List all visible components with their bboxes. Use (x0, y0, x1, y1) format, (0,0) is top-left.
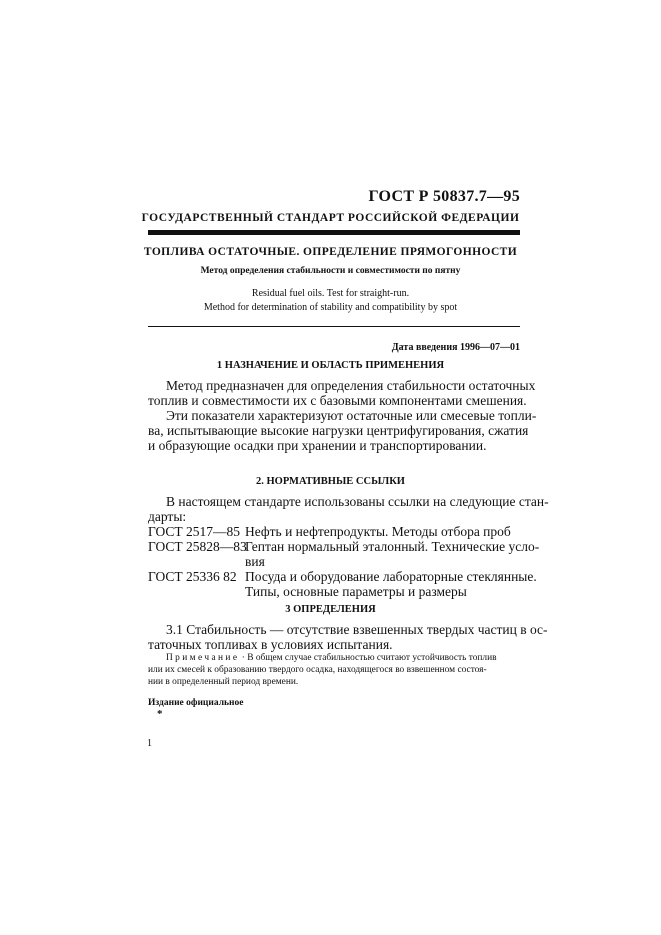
reference-code: ГОСТ 25336 82 (148, 569, 237, 584)
reference-code: ГОСТ 2517—85 (148, 524, 241, 539)
paragraph-line: В настоящем стандарте использованы ссылки на следующие стан- (166, 494, 549, 509)
paragraph-line: Метод предназначен для определения стабильности остаточных (166, 378, 536, 393)
document-code: ГОСТ Р 50837.7—95 (368, 188, 520, 205)
paragraph-line: дарты: (148, 509, 187, 524)
note-label: Примечание (166, 653, 240, 663)
paragraph-line: ва, испытывающие высокие нагрузки центрифугирования, сжатия (148, 423, 529, 438)
official-edition-label: Издание официальное (148, 698, 244, 708)
definition-line: таточных топливах в условиях испытания. (148, 637, 393, 652)
reference-code: ГОСТ 25828—83 (148, 539, 247, 554)
reference-title: Посуда и оборудование лабораторные стеклянные. (245, 569, 537, 584)
reference-title: Гептан нормальный эталонный. Технические усло- (245, 539, 540, 554)
method-subtitle: Метод определения стабильности и совместимости по пятну (200, 266, 461, 276)
paragraph-line: и образующие осадки при хранении и транспортировании. (148, 438, 487, 453)
paragraph-line: Эти показатели характеризуют остаточные или смесевые топли- (166, 408, 537, 423)
english-title-line: Method for determination of stability and compatibility by spot (203, 302, 458, 313)
english-title-line: Residual fuel oils. Test for straight-run. (251, 288, 410, 299)
reference-title-continued: вия (245, 554, 265, 569)
standard-title: ГОСУДАРСТВЕННЫЙ СТАНДАРТ РОССИЙСКОЙ ФЕДЕРАЦИИ (141, 212, 520, 224)
asterisk-mark: * (157, 708, 163, 720)
document-title: ТОПЛИВА ОСТАТОЧНЫЕ. ОПРЕДЕЛЕНИЕ ПРЯМОГОННОСТИ (143, 246, 518, 258)
note-line: или их смесей к образованию твердого осадка, находящегося во взвешенном состоя- (148, 665, 487, 675)
introduction-date: Дата введения 1996—07—01 (391, 342, 520, 353)
note-line: нии в определенный период времени. (148, 677, 299, 687)
section-heading: 1 НАЗНАЧЕНИЕ И ОБЛАСТЬ ПРИМЕНЕНИЯ (216, 360, 445, 371)
thin-rule (148, 326, 520, 327)
definition-line: 3.1 Стабильность — отсутствие взвешенных твердых частиц в ос- (166, 622, 548, 637)
thick-rule (148, 230, 520, 235)
section-heading: 3 ОПРЕДЕЛЕНИЯ (285, 604, 376, 615)
paragraph-line: топлив и совместимости их с базовыми компонентами смешения. (148, 393, 527, 408)
note-line: Примечание · В общем случае стабильностью считают устойчивость топлив (166, 653, 497, 663)
note-text: В общем случае стабильностью считают устойчивость топлив (247, 653, 497, 663)
reference-title: Нефть и нефтепродукты. Методы отбора проб (245, 524, 511, 539)
page-number: 1 (147, 738, 152, 749)
reference-title-continued: Типы, основные параметры и размеры (245, 584, 467, 599)
section-heading: 2. НОРМАТИВНЫЕ ССЫЛКИ (256, 476, 405, 487)
